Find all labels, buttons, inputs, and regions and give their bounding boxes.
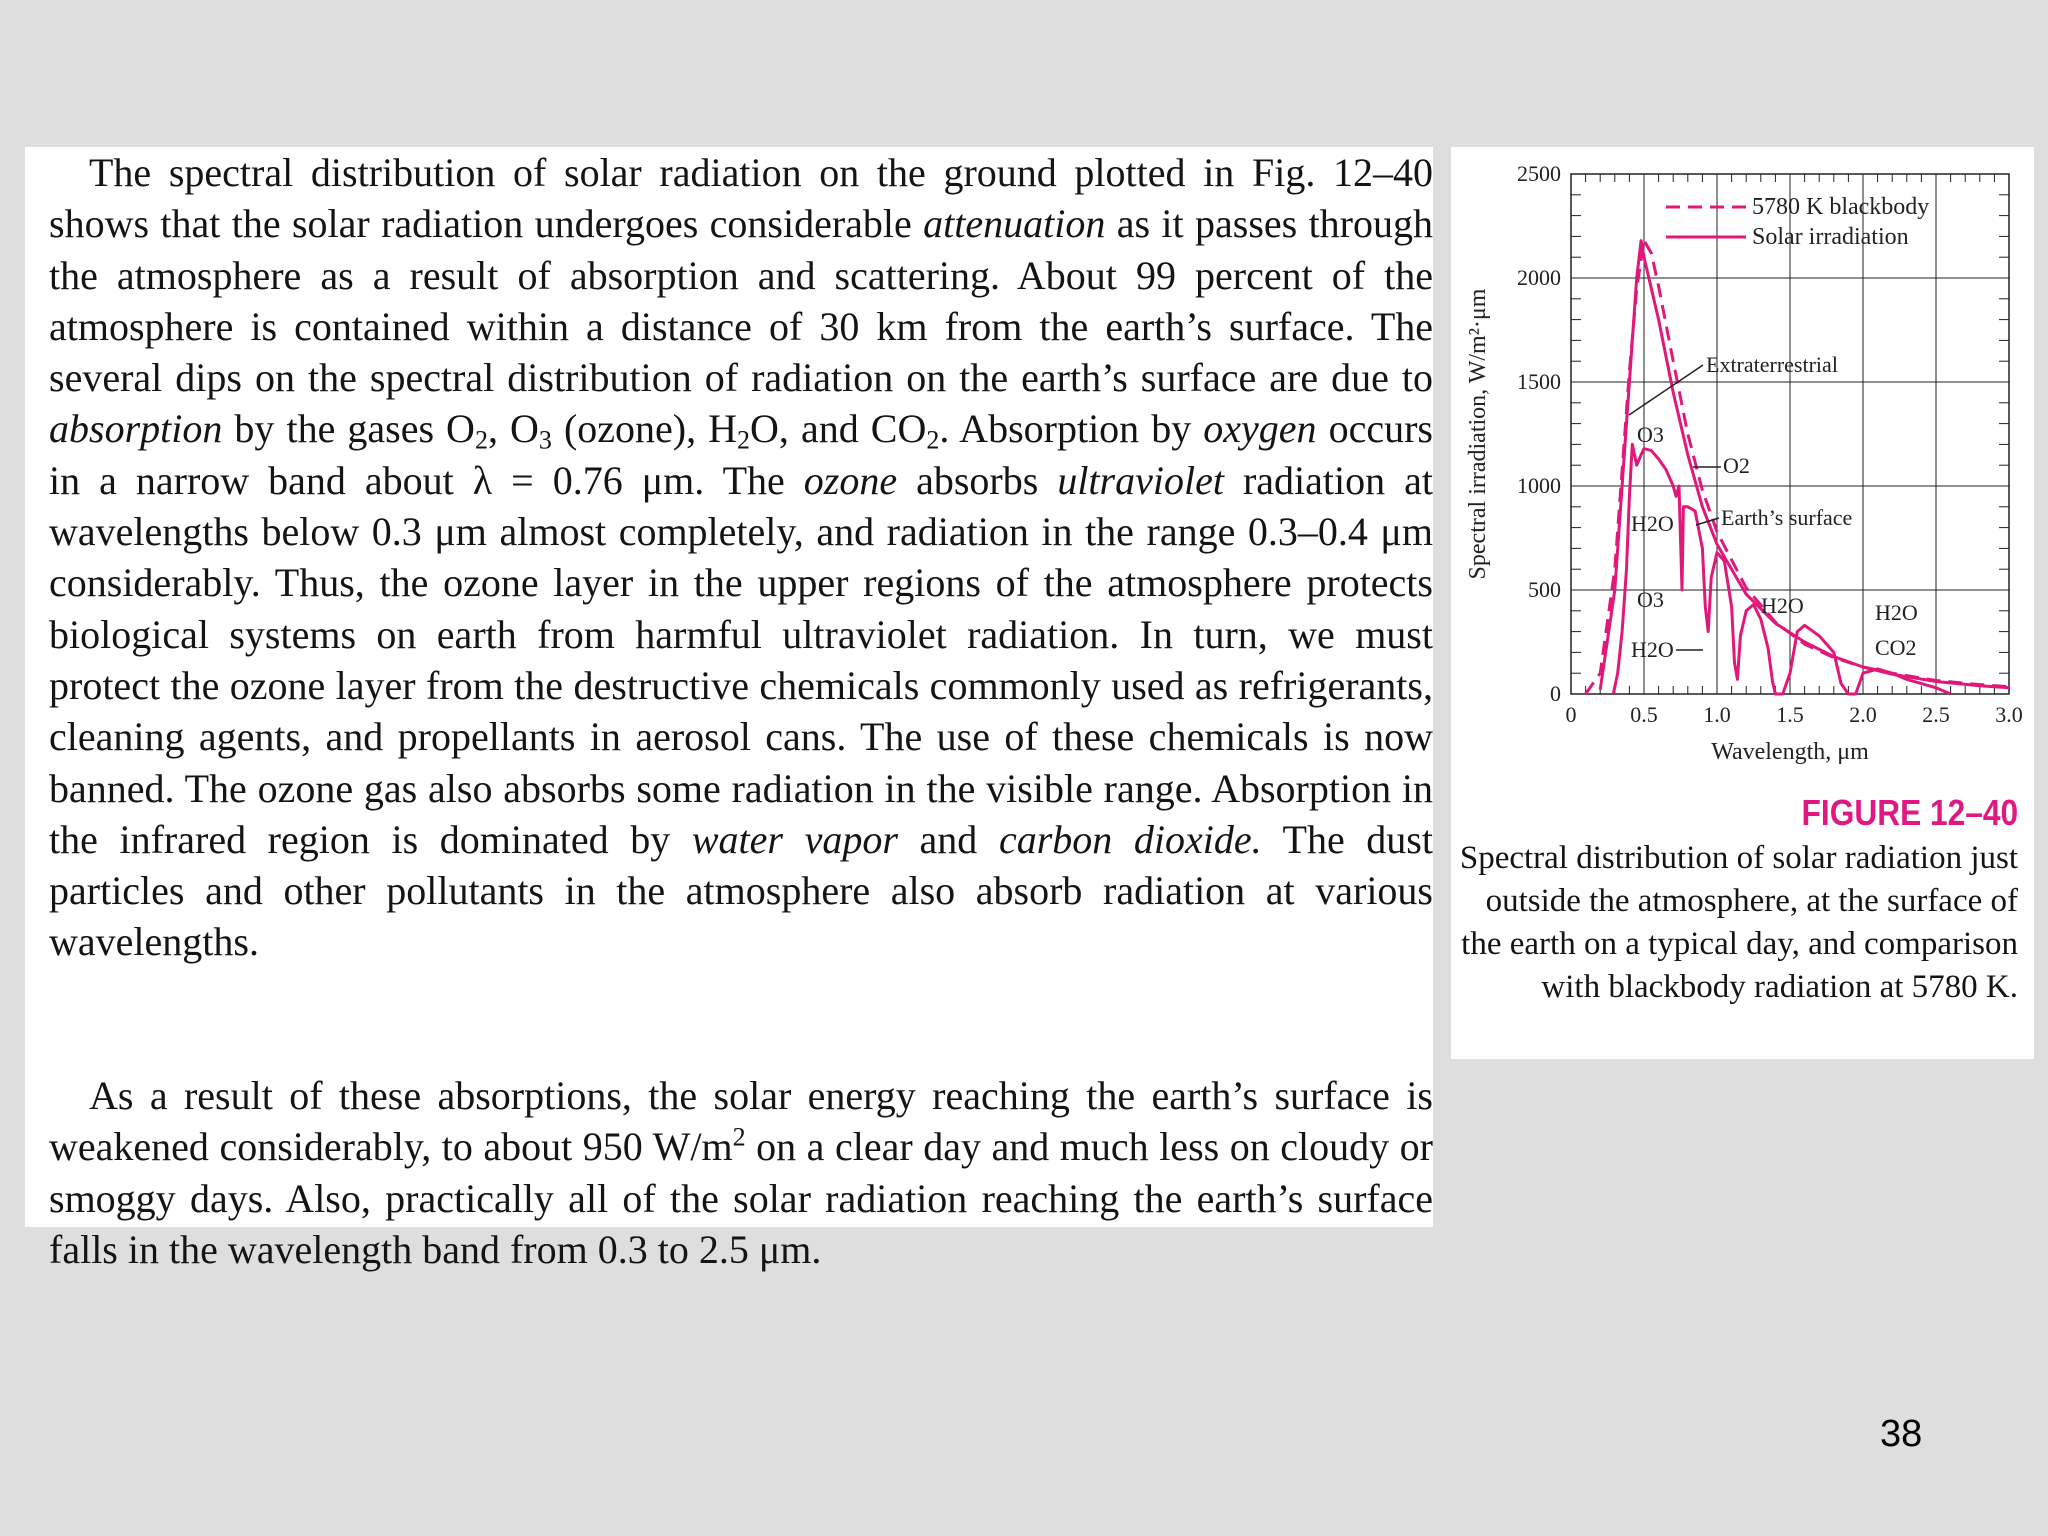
annotation-o3: O3 <box>1637 422 1664 447</box>
y-tick-label: 1500 <box>1517 369 1561 394</box>
emphasis-water-vapor: water vapor <box>691 816 898 862</box>
series-5780-k-blackbody <box>1586 241 2009 694</box>
annotation-o2: O2 <box>1723 453 1750 478</box>
annotation-h2o-low: H2O <box>1631 637 1674 662</box>
text-run: As a result of these absorptions, the solar energy reaching the earth’s surface is weakened considerably, to about 950 W/m <box>49 1073 1433 1170</box>
annotation-co2: CO2 <box>1875 635 1917 660</box>
annotation-h2o-mid: H2O <box>1761 593 1804 618</box>
y-tick-label: 0 <box>1550 681 1561 706</box>
figure-label: FIGURE 12–40 <box>1801 792 2018 833</box>
x-tick-label: 0.5 <box>1630 702 1658 727</box>
subscript: 2 <box>474 425 488 455</box>
y-tick-label: 2000 <box>1517 265 1561 290</box>
text-run: on a clear day and much less on cloudy or smoggy days. Also, practically all of the solar radiation reaching the earth’s surface falls in the wavelength band from 0.3 to 2.5 μm. <box>49 1124 1433 1272</box>
text-panel <box>25 147 1434 1272</box>
annotation-leader <box>1629 365 1703 415</box>
text-run: O, and CO <box>750 406 927 452</box>
page-number: 38 <box>1880 1413 1923 1455</box>
y-tick-label: 2500 <box>1517 161 1561 186</box>
body-paragraph-2 <box>49 1070 1433 1275</box>
legend-label: Solar irradiation <box>1752 224 1909 250</box>
text-run: radiation at wavelengths below 0.3 μm almost completely, and radiation in the range 0.3–0.4 μm considerably. Thus, the ozone layer in the upper regions of the atmosphere protects biological systems on earth from harmful ultraviolet radiation. In turn, we must protect the ozone layer from the destructive chemicals commonly used as refrigerants, cleaning agents, and propellants in aerosol cans. The use of these chemicals is now banned. The ozone gas also absorbs some radiation in the visible range. Absorption in the infrared region is dominated by <box>49 457 1433 862</box>
subscript: 2 <box>926 425 940 455</box>
x-tick-label: 2.5 <box>1922 702 1950 727</box>
spectral-chart <box>1451 147 2034 787</box>
text-run: by the gases O <box>222 406 475 452</box>
text-run: as it passes through the atmosphere as a result of absorption and scattering. About 99 percent of the atmosphere is contained within a distance of 30 km from the earth’s surface. The several dips on the spectral distribution of radiation on the earth’s surface are due to <box>49 201 1434 401</box>
annotation-h2o-right: H2O <box>1875 600 1918 625</box>
figure-caption: Spectral distribution of solar radiation just outside the atmosphere, at the surface of the earth on a typical day, and comparison with blackbody radiation at 5780 K. <box>1459 840 2018 1005</box>
emphasis-oxygen: oxygen <box>1203 406 1317 452</box>
body-paragraph-1 <box>49 147 1433 968</box>
x-tick-label: 1.5 <box>1776 702 1804 727</box>
text-run: absorbs <box>897 457 1058 503</box>
emphasis-carbon-dioxide: carbon dioxide. <box>998 816 1262 862</box>
emphasis-ozone: ozone <box>803 457 898 503</box>
annotation-extraterrestrial: Extraterrestrial <box>1706 352 1838 377</box>
text-run: , O <box>487 406 539 452</box>
x-tick-label: 2.0 <box>1849 702 1877 727</box>
text-run: (ozone), H <box>551 406 738 452</box>
emphasis-ultraviolet: ultraviolet <box>1057 457 1224 503</box>
text-run: . Absorption by <box>939 406 1204 452</box>
x-tick-label: 1.0 <box>1703 702 1731 727</box>
subscript: 2 <box>737 425 751 455</box>
text-run: The dust particles and other pollutants in the atmosphere also absorb radiation at various wavelengths. <box>49 816 1433 965</box>
x-tick-label: 0 <box>1565 702 1577 727</box>
x-axis-label: Wavelength, μm <box>1711 739 1869 765</box>
subscript: 3 <box>538 425 552 455</box>
emphasis-absorption: absorption <box>49 406 223 452</box>
text-run: and <box>897 816 999 862</box>
superscript: 2 <box>732 1123 746 1152</box>
x-tick-label: 3.0 <box>1995 702 2023 727</box>
legend-label: 5780 K blackbody <box>1752 194 1930 220</box>
emphasis-attenuation: attenuation <box>923 201 1106 247</box>
text-run: The spectral distribution of solar radiation on the ground plotted in Fig. 12–40 shows that the solar radiation undergoes considerable <box>49 150 1433 247</box>
annotation-earths-surface: Earth’s surface <box>1721 505 1853 530</box>
figure-panel <box>1451 147 2034 1059</box>
y-tick-label: 500 <box>1528 577 1561 602</box>
annotation-h2o: H2O <box>1631 511 1674 536</box>
text-run: occurs in a narrow band about λ = 0.76 μm. The <box>49 406 1433 503</box>
annotation-o3-low: O3 <box>1637 587 1664 612</box>
y-axis-label: Spectral irradiation, W/m²·μm <box>1465 288 1491 580</box>
y-tick-label: 1000 <box>1517 473 1561 498</box>
